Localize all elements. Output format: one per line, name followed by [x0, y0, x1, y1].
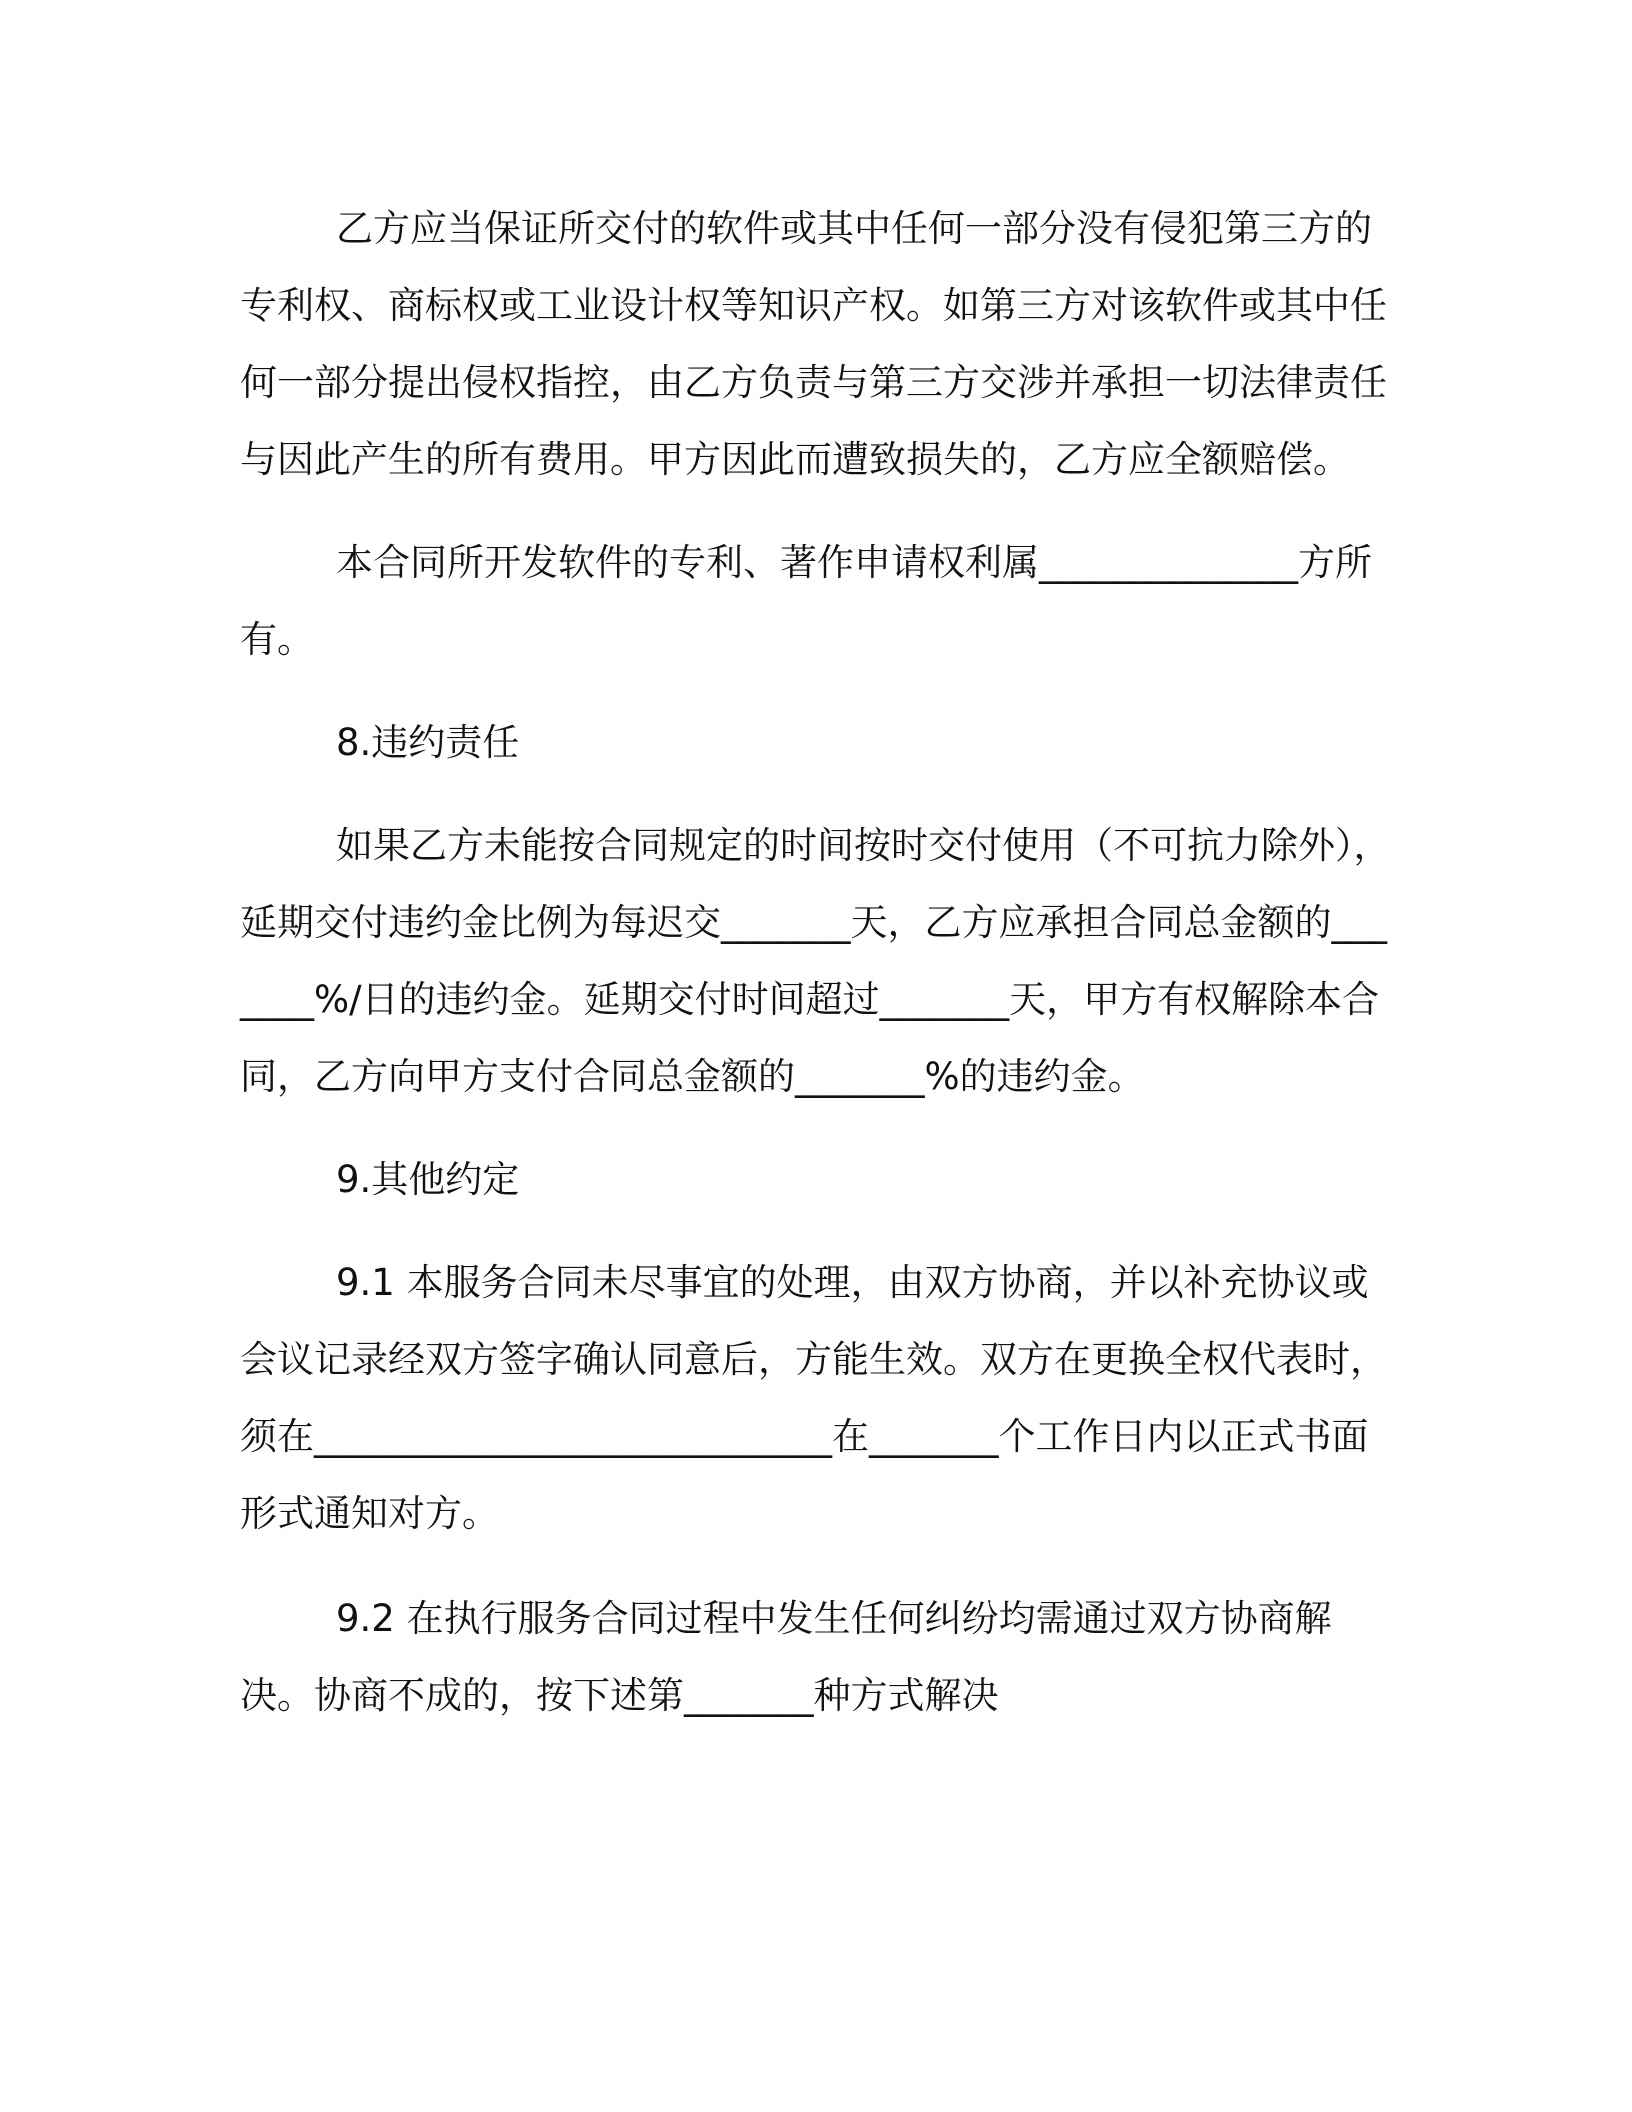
paragraph-clause-9-1: 9.1 本服务合同未尽事宜的处理，由双方协商，并以补充协议或会议记录经双方签字确认同意后，方能生效。双方在更换全权代表时，须在____________________________在_______个工作日内以正式书面形式通知对方。	[240, 1261, 1387, 1535]
paragraph-breach-liability: 如果乙方未能按合同规定的时间按时交付使用（不可抗力除外），延期交付违约金比例为每迟交_______天，乙方应承担合同总金额的_______%/日的违约金。延期交付时间超过_______天，甲方有权解除本合同，乙方向甲方支付合同总金额的_______%的违约金。	[240, 824, 1391, 1098]
document-page	[240, 190, 1400, 1734]
paragraph-ip-warranty: 乙方应当保证所交付的软件或其中任何一部分没有侵犯第三方的专利权、商标权或工业设计权等知识产权。如第三方对该软件或其中任何一部分提出侵权指控，由乙方负责与第三方交涉并承担一切法律责任与因此产生的所有费用。甲方因此而遭致损失的，乙方应全额赔偿。	[240, 207, 1387, 481]
paragraph-patent-ownership: 本合同所开发软件的专利、著作申请权利属______________方所有。	[240, 541, 1372, 661]
section-heading-breach: 8.违约责任	[336, 721, 520, 764]
paragraph-clause-9-2: 9.2 在执行服务合同过程中发生任何纠纷均需通过双方协商解决。协商不成的，按下述第_______种方式解决	[240, 1597, 1332, 1717]
section-heading-other: 9.其他约定	[336, 1158, 520, 1201]
